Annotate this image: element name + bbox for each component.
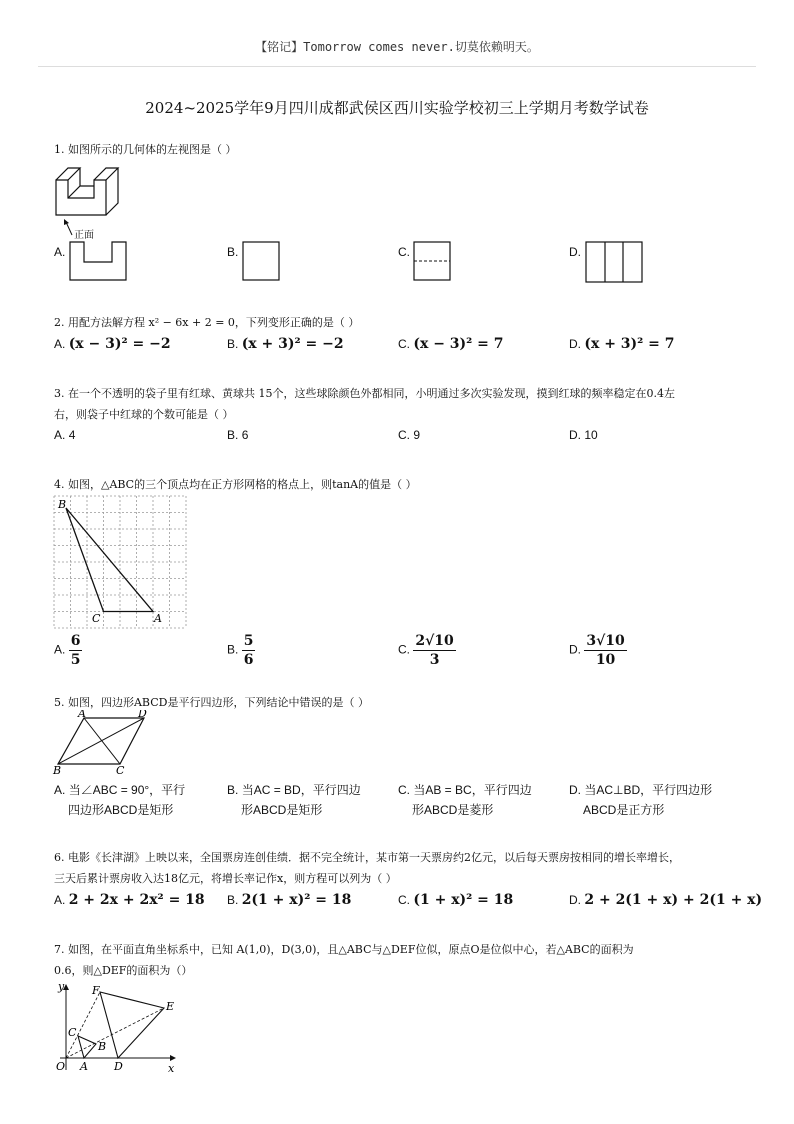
q5-option-a[interactable] [54, 780, 185, 820]
q3-option-b[interactable] [227, 428, 248, 442]
q3-option-b-label: B. [227, 428, 239, 442]
q7-stem-line1: 7. 如图，在平面直角坐标系中，已知 A(1,0)，D(3,0)，且△ABC与△DEF位似，原点O是位似中心，若△ABC的面积为 [54, 943, 634, 956]
q4-label-a: A [154, 612, 162, 625]
q7-stem-line2: 0.6，则△DEF的面积为（） [54, 964, 193, 977]
q3-option-c-label: C. [398, 428, 410, 442]
q4-label-c: C [92, 612, 101, 625]
q3-option-a[interactable] [54, 428, 75, 442]
q4-option-d-label: D. [569, 642, 581, 657]
q4-option-a[interactable] [54, 632, 82, 669]
q5-label-d: D [138, 710, 147, 720]
q7-label-f: F [92, 984, 100, 997]
q1-option-c-figure [413, 240, 453, 282]
q4-stem: 4. 如图，△ABC的三个顶点均在正方形网格的格点上，则tanA的值是（ ） [54, 478, 417, 491]
q6-option-c[interactable] [398, 892, 513, 908]
q5-option-c-line1: 当AB = BC，平行四边 [413, 783, 532, 797]
q4-grid-figure [52, 494, 188, 630]
q6-option-d-expr: 2 + 2(1 + x) + 2(1 + x) [584, 892, 763, 908]
q4-option-b-label: B. [227, 642, 239, 657]
q5-label-b: B [53, 764, 62, 776]
q4-option-b-fraction: $\frac{5}{6}$ [243, 633, 254, 668]
q2-option-b-expr: (x + 3)² = −2 [241, 336, 344, 352]
q6-option-d[interactable] [569, 892, 762, 908]
q6-option-d-label: D. [569, 893, 581, 907]
q2-option-d-expr: (x + 3)² = 7 [584, 336, 675, 352]
q1-option-a-figure [68, 240, 130, 282]
q6-option-a-expr: 2 + 2x + 2x² = 18 [68, 892, 205, 908]
q3-option-b-value: 6 [241, 428, 249, 442]
q4-option-a-label: A. [54, 642, 66, 657]
q2-option-b[interactable] [227, 336, 344, 352]
q4-option-b[interactable] [227, 632, 255, 669]
q5-option-b-line2: 形ABCD是矩形 [241, 803, 323, 817]
q7-label-o: O [56, 1060, 66, 1073]
q5-parallelogram-figure [50, 710, 160, 776]
q7-label-e: E [166, 1000, 175, 1013]
q2-option-d[interactable] [569, 336, 675, 352]
q6-stem-line1: 6. 电影《长津湖》上映以来，全国票房连创佳绩．据不完全统计，某市第一天票房约2亿元，以后每天票房按相同的增长率增长， [54, 851, 680, 864]
q1-option-d-label[interactable]: D. [569, 245, 581, 259]
q7-label-d: D [114, 1060, 123, 1073]
q6-option-a-label: A. [54, 893, 66, 907]
q2-option-c[interactable] [398, 336, 504, 352]
q1-front-label: 正面 [74, 230, 94, 241]
q5-stem: 5. 如图，四边形ABCD是平行四边形，下列结论中错误的是（ ） [54, 696, 369, 709]
q2-option-b-label: B. [227, 337, 239, 351]
q3-option-a-label: A. [54, 428, 66, 442]
q7-label-c: C [68, 1026, 77, 1039]
q5-option-c-label: C. [398, 783, 410, 797]
q5-label-c: C [116, 764, 125, 776]
q4-option-c[interactable] [398, 632, 456, 669]
q4-option-c-label: C. [398, 642, 410, 657]
q3-option-d-label: D. [569, 428, 581, 442]
header-divider [38, 66, 756, 67]
q2-option-c-expr: (x − 3)² = 7 [413, 336, 504, 352]
page-title: 2024~2025学年9月四川成都武侯区西川实验学校初三上学期月考数学试卷 [145, 99, 649, 117]
q2-option-a-label: A. [54, 337, 66, 351]
q3-option-c-value: 9 [413, 428, 421, 442]
q3-stem-line2: 右，则袋子中红球的个数可能是（ ） [54, 408, 234, 421]
q4-option-d[interactable] [569, 632, 627, 669]
q3-stem-line1: 3. 在一个不透明的袋子里有红球、黄球共 15个，这些球除颜色外都相同，小明通过多次实验发现，摸到红球的频率稳定在0.4左 [54, 387, 675, 400]
q6-option-c-expr: (1 + x)² = 18 [413, 892, 514, 908]
q1-option-b-label[interactable]: B. [227, 245, 239, 259]
q6-option-c-label: C. [398, 893, 410, 907]
q5-option-a-label: A. [54, 783, 66, 797]
q1-option-a-label[interactable]: A. [54, 245, 66, 259]
q3-option-a-value: 4 [68, 428, 76, 442]
q6-stem-line2: 三天后累计票房收入达18亿元，将增长率记作x，则方程可以列为（ ） [54, 872, 397, 885]
q4-label-b: B [58, 498, 67, 511]
q4-option-a-fraction: $\frac{6}{5}$ [70, 633, 81, 668]
q5-option-d-line2: ABCD是正方形 [583, 803, 665, 817]
q1-option-d-figure [585, 240, 645, 284]
q7-coordinate-figure [50, 980, 190, 1076]
q3-option-d-value: 10 [584, 428, 598, 442]
q5-option-b-label: B. [227, 783, 239, 797]
q2-option-d-label: D. [569, 337, 581, 351]
q6-option-a[interactable] [54, 892, 205, 908]
q2-option-a[interactable] [54, 336, 171, 352]
q1-stem: 1. 如图所示的几何体的左视图是（ ） [54, 143, 237, 156]
q7-label-b: B [98, 1040, 107, 1053]
q4-triangle-abc [66, 508, 153, 612]
q5-option-a-line1: 当∠ABC = 90°，平行 [68, 783, 186, 797]
q1-option-c-label[interactable]: C. [398, 245, 410, 259]
q6-option-b-label: B. [227, 893, 239, 907]
q5-option-d[interactable] [569, 780, 712, 820]
q1-front-arrow [66, 222, 72, 235]
q3-option-d[interactable] [569, 428, 598, 442]
q4-option-d-fraction: $\frac{3√10}{10}$ [586, 633, 625, 668]
q7-label-x: x [168, 1062, 175, 1075]
q6-option-b-expr: 2(1 + x)² = 18 [241, 892, 352, 908]
q5-option-d-label: D. [569, 783, 581, 797]
q4-option-c-fraction: $\frac{2√10}{3}$ [415, 633, 454, 668]
q1-option-b-figure [242, 240, 282, 282]
q7-label-a: A [80, 1060, 88, 1073]
q5-option-d-line1: 当AC⊥BD，平行四边形 [584, 783, 713, 797]
q2-option-c-label: C. [398, 337, 410, 351]
q5-option-b[interactable] [227, 780, 361, 820]
q5-option-c[interactable] [398, 780, 532, 820]
q2-stem: 2. 用配方法解方程 x² − 6x + 2 = 0，下列变形正确的是（ ） [54, 316, 360, 329]
page-header: 【铭记】Tomorrow comes never.切莫依赖明天。 [255, 40, 539, 54]
q2-option-a-expr: (x − 3)² = −2 [68, 336, 171, 352]
q7-label-y: y [58, 980, 65, 993]
q5-label-a: A [78, 710, 86, 720]
q5-option-a-line2: 四边形ABCD是矩形 [68, 803, 174, 817]
q6-option-b[interactable] [227, 892, 351, 908]
q3-option-c[interactable] [398, 428, 420, 442]
q5-option-c-line2: 形ABCD是菱形 [412, 803, 494, 817]
q5-option-b-line1: 当AC = BD，平行四边 [241, 783, 361, 797]
